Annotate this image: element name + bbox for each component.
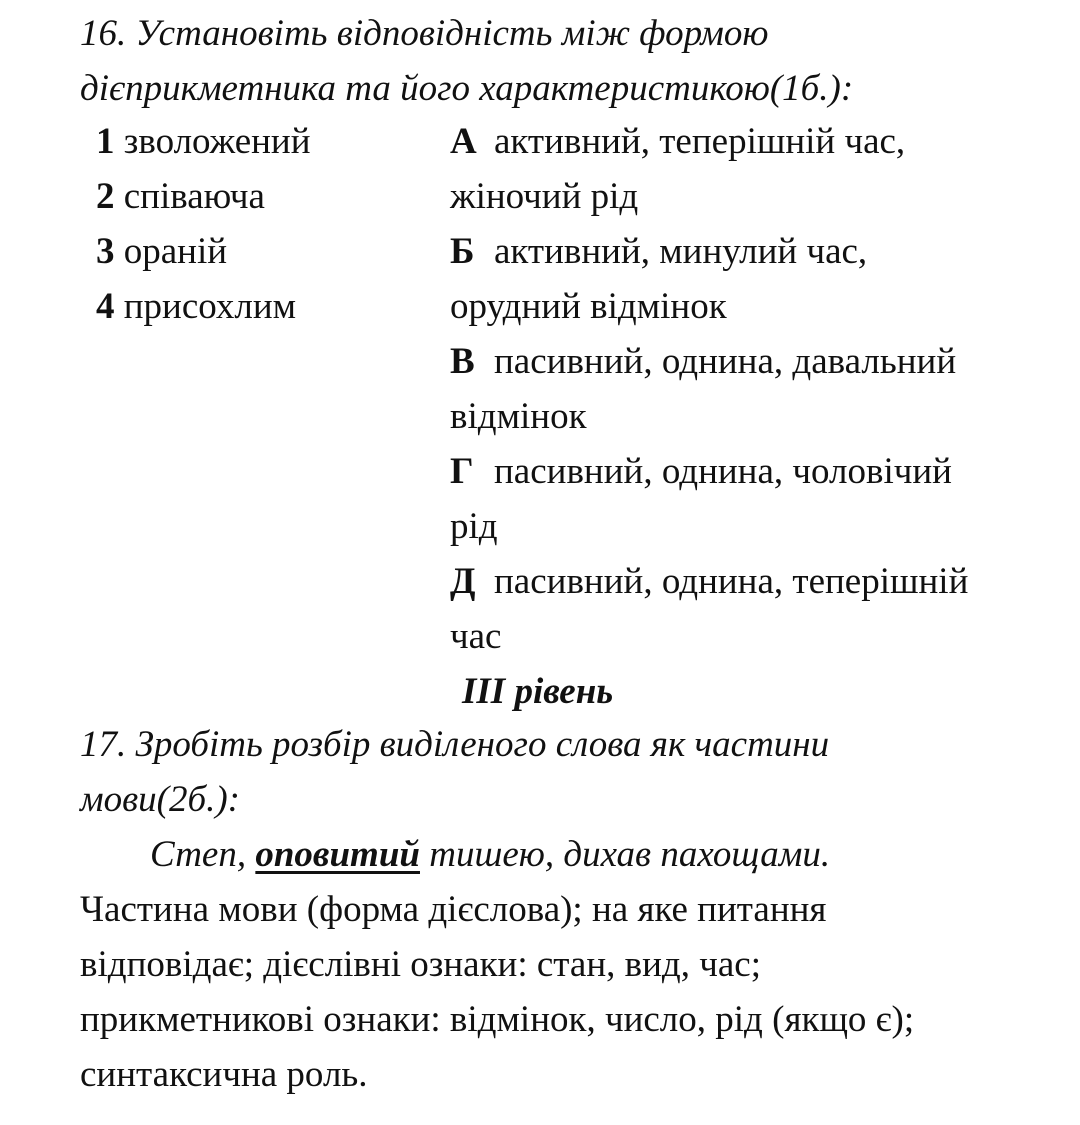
right-item-b-line1: [450, 229, 867, 275]
right-item-letter: Д: [450, 561, 476, 602]
task16-title-line1: 16. Установіть відповідність між формою: [80, 13, 769, 54]
left-item-4: [96, 284, 296, 330]
left-item-number: 2: [96, 176, 115, 217]
instruction-line-2: відповідає; дієслівні ознаки: стан, вид, час;: [80, 944, 761, 985]
right-item-letter: Б: [450, 231, 475, 272]
task17-title-line1: 17. Зробіть розбір виділеного слова як частини: [80, 724, 830, 765]
right-item-h-line2: рід: [450, 506, 498, 547]
right-item-letter: В: [450, 341, 475, 382]
left-item-number: 1: [96, 121, 115, 162]
right-item-h-line1: [450, 449, 952, 495]
left-item-word: ораній: [123, 231, 228, 272]
left-item-word: присохлим: [123, 286, 297, 327]
left-item-2: [96, 174, 265, 220]
left-item-number: 3: [96, 231, 115, 272]
instruction-line-3: прикметникові ознаки: відмінок, число, рід (якщо є);: [80, 999, 915, 1040]
right-item-d-line2: час: [450, 616, 502, 657]
level-heading: ІІІ рівень: [462, 671, 614, 712]
left-item-1: [96, 119, 311, 165]
highlighted-word: оповитий: [255, 834, 420, 875]
task17-title-line2: мови(2б.):: [80, 779, 240, 820]
right-item-text: активний, минулий час,: [494, 231, 868, 272]
sentence-after: тишею, дихав пахощами.: [429, 834, 831, 875]
left-item-number: 4: [96, 286, 115, 327]
right-item-v-line1: [450, 339, 956, 385]
instruction-line-1: Частина мови (форма дієслова); на яке питання: [80, 889, 827, 930]
right-item-b-line2: орудний відмінок: [450, 286, 727, 327]
right-item-text: пасивний, однина, давальний: [494, 341, 957, 382]
right-item-a-line2: жіночий рід: [450, 176, 639, 217]
right-item-text: пасивний, однина, чоловічий: [494, 451, 952, 492]
left-item-word: співаюча: [123, 176, 265, 217]
right-item-text: активний, теперішній час,: [494, 121, 906, 162]
left-item-word: зволожений: [123, 121, 311, 162]
sentence-before: Степ,: [150, 834, 247, 875]
left-item-3: [96, 229, 227, 275]
right-item-d-line1: [450, 559, 968, 605]
right-item-letter: А: [450, 121, 477, 162]
task16-title-line2: дієприкметника та його характеристикою(1б.):: [80, 68, 854, 109]
right-item-v-line2: відмінок: [450, 396, 587, 437]
example-sentence: [150, 832, 830, 878]
right-item-a-line1: [450, 119, 905, 165]
right-item-letter: Г: [450, 451, 474, 492]
right-item-text: пасивний, однина, теперішній: [494, 561, 969, 602]
instruction-line-4: синтаксична роль.: [80, 1054, 368, 1095]
